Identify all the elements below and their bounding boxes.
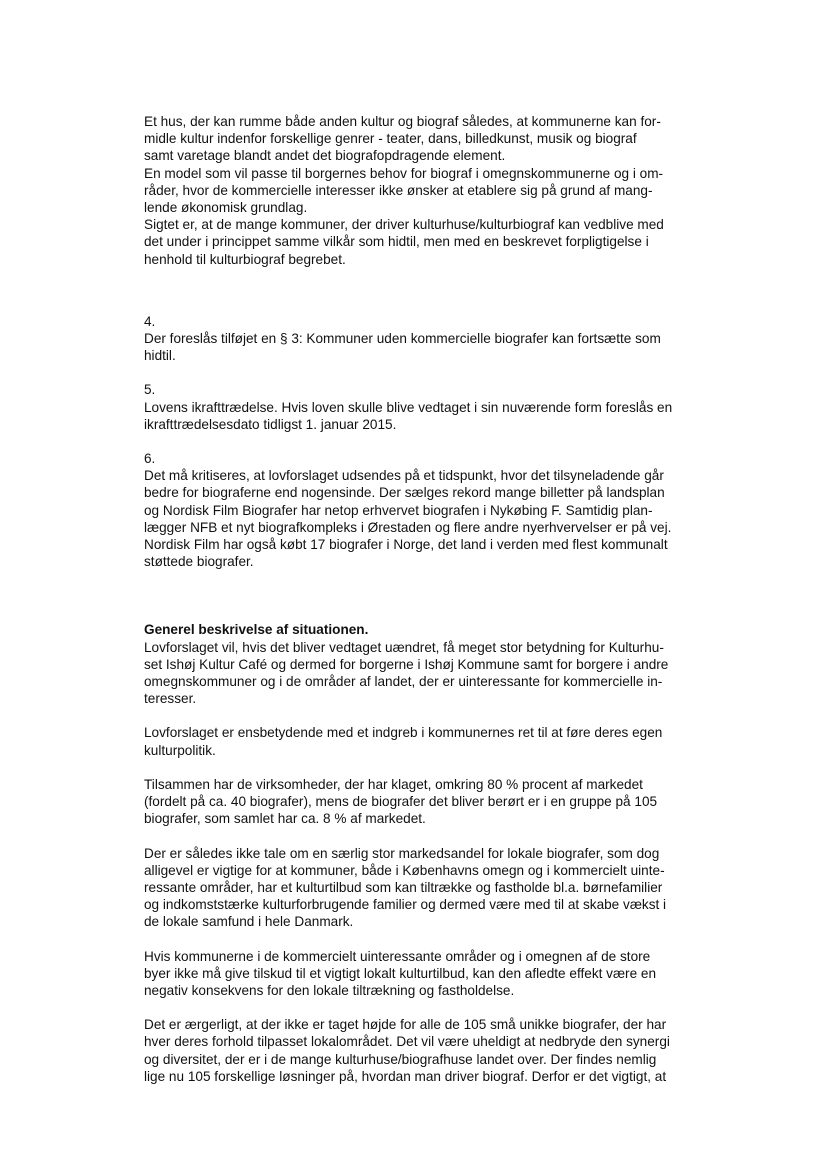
text-line: ikrafttrædelsesdato tidligst 1. januar 2015. [144,416,397,432]
section-4 [144,313,719,365]
text-line: Det må kritiseres, at lovforslaget udsendes på et tidspunkt, hvor det tilsyneladende går [144,468,664,484]
text-line: Lovforslaget vil, hvis det bliver vedtaget uændret, få meget stor betydning for Kulturhu- [144,639,664,655]
text-line: ressante områder, har et kulturtilbud som kan tiltrække og fastholde bl.a. børnefamilier [144,879,663,895]
general-paragraph-3 [144,776,719,828]
intro-paragraph-3 [144,216,719,268]
text-line: støttede biografer. [144,554,254,570]
text-line: byer ikke må give tilskud til et vigtigt lokalt kulturtilbud, kan den afledte effekt være en [144,965,657,981]
text-line: de lokale samfund i hele Danmark. [144,914,354,930]
intro-paragraph-2 [144,165,719,217]
text-line: bedre for biograferne end nogensinde. Der sælges rekord mange billetter på landsplan [144,485,665,501]
text-line: hver deres forhold tilpasset lokalområdet. Det vil være uheldigt at nedbryde den synergi [144,1034,670,1050]
text-line: alligevel er vigtige for at kommuner, både i Københavns omegn og i kommercielt uinte- [144,862,665,878]
text-line: Et hus, der kan rumme både anden kultur og biograf således, at kommunerne kan for- [144,114,661,129]
text-line: Sigtet er, at de mange kommuner, der driver kulturhuse/kulturbiograf kan vedblive med [144,217,664,233]
text-line: det under i princippet samme vilkår som hidtil, men med en beskrevet forpligtigelse i [144,234,649,250]
text-line: Der er således ikke tale om en særlig stor markedsandel for lokale biografer, som dog [144,845,660,861]
text-line: biografer, som samlet har ca. 8 % af markedet. [144,811,426,827]
text-line: (fordelt på ca. 40 biografer), mens de biografer det bliver berørt er i en gruppe på 105 [144,794,658,810]
section-number: 4. [144,313,156,329]
text-line: Det er ærgerligt, at der ikke er taget højde for alle de 105 små unikke biografer, der har [144,1017,667,1033]
text-line: Lovforslaget er ensbetydende med et indgreb i kommunernes ret til at føre deres egen [144,725,663,741]
general-paragraph-5 [144,948,719,1000]
text-line: midle kultur indenfor forskellige genrer - teater, dans, billedkunst, musik og biograf [144,131,637,147]
text-line: Lovens ikrafttrædelse. Hvis loven skulle blive vedtaget i sin nuværende form foreslås en [144,399,673,415]
section-heading: Generel beskrivelse af situationen. [144,622,369,638]
section-number: 5. [144,382,156,398]
intro-paragraph-1 [144,113,719,165]
text-line: lige nu 105 forskellige løsninger på, hvordan man driver biograf. Derfor er det vigtigt, at [144,1068,667,1084]
document-body [144,113,719,1085]
general-paragraph-2 [144,724,719,758]
text-line: Hvis kommunerne i de kommercielt uinteressante områder og i omegnen af de store [144,948,651,964]
text-line: omegnskommuner og i de områder af landet, der er uinteressante for kommercielle in- [144,674,663,690]
section-6 [144,450,719,570]
text-line: En model som vil passe til borgernes behov for biograf i omegnskommunerne og i om- [144,165,664,181]
text-line: teresser. [144,691,197,707]
text-line: Nordisk Film har også købt 17 biografer i Norge, det land i verden med flest kommunalt [144,537,668,553]
text-line: set Ishøj Kultur Café og dermed for borgerne i Ishøj Kommune samt for borgere i andre [144,656,669,672]
text-line: lægger NFB et nyt biografkompleks i Ørestaden og flere andre nyerhvervelser er på vej. [144,519,672,535]
text-line: henhold til kulturbiograf begrebet. [144,251,346,267]
text-line: og diversitet, der er i de mange kulturhuse/biografhuse landet over. Der findes nemlig [144,1051,657,1067]
text-line: og indkomststærke kulturforbrugende familier og dermed være med til at skabe vækst i [144,897,667,913]
text-line: hidtil. [144,348,176,364]
section-number: 6. [144,451,156,467]
general-paragraph-1 [144,621,719,707]
text-line: råder, hvor de kommercielle interesser ikke ønsker at etablere sig på grund af mang- [144,182,653,198]
text-line: Der foreslås tilføjet en § 3: Kommuner uden kommercielle biografer kan fortsætte som [144,331,661,347]
text-line: samt varetage blandt andet det biografopdragende element. [144,148,506,164]
general-paragraph-6 [144,1016,719,1085]
text-line: lende økonomisk grundlag. [144,200,308,216]
section-5 [144,381,719,433]
text-line: negativ konsekvens for den lokale tiltrækning og fastholdelse. [144,982,515,998]
text-line: kulturpolitik. [144,742,216,758]
text-line: Tilsammen har de virksomheder, der har klaget, omkring 80 % procent af markedet [144,776,643,792]
general-paragraph-4 [144,845,719,931]
text-line: og Nordisk Film Biografer har netop erhvervet biografen i Nykøbing F. Samtidig plan- [144,502,653,518]
